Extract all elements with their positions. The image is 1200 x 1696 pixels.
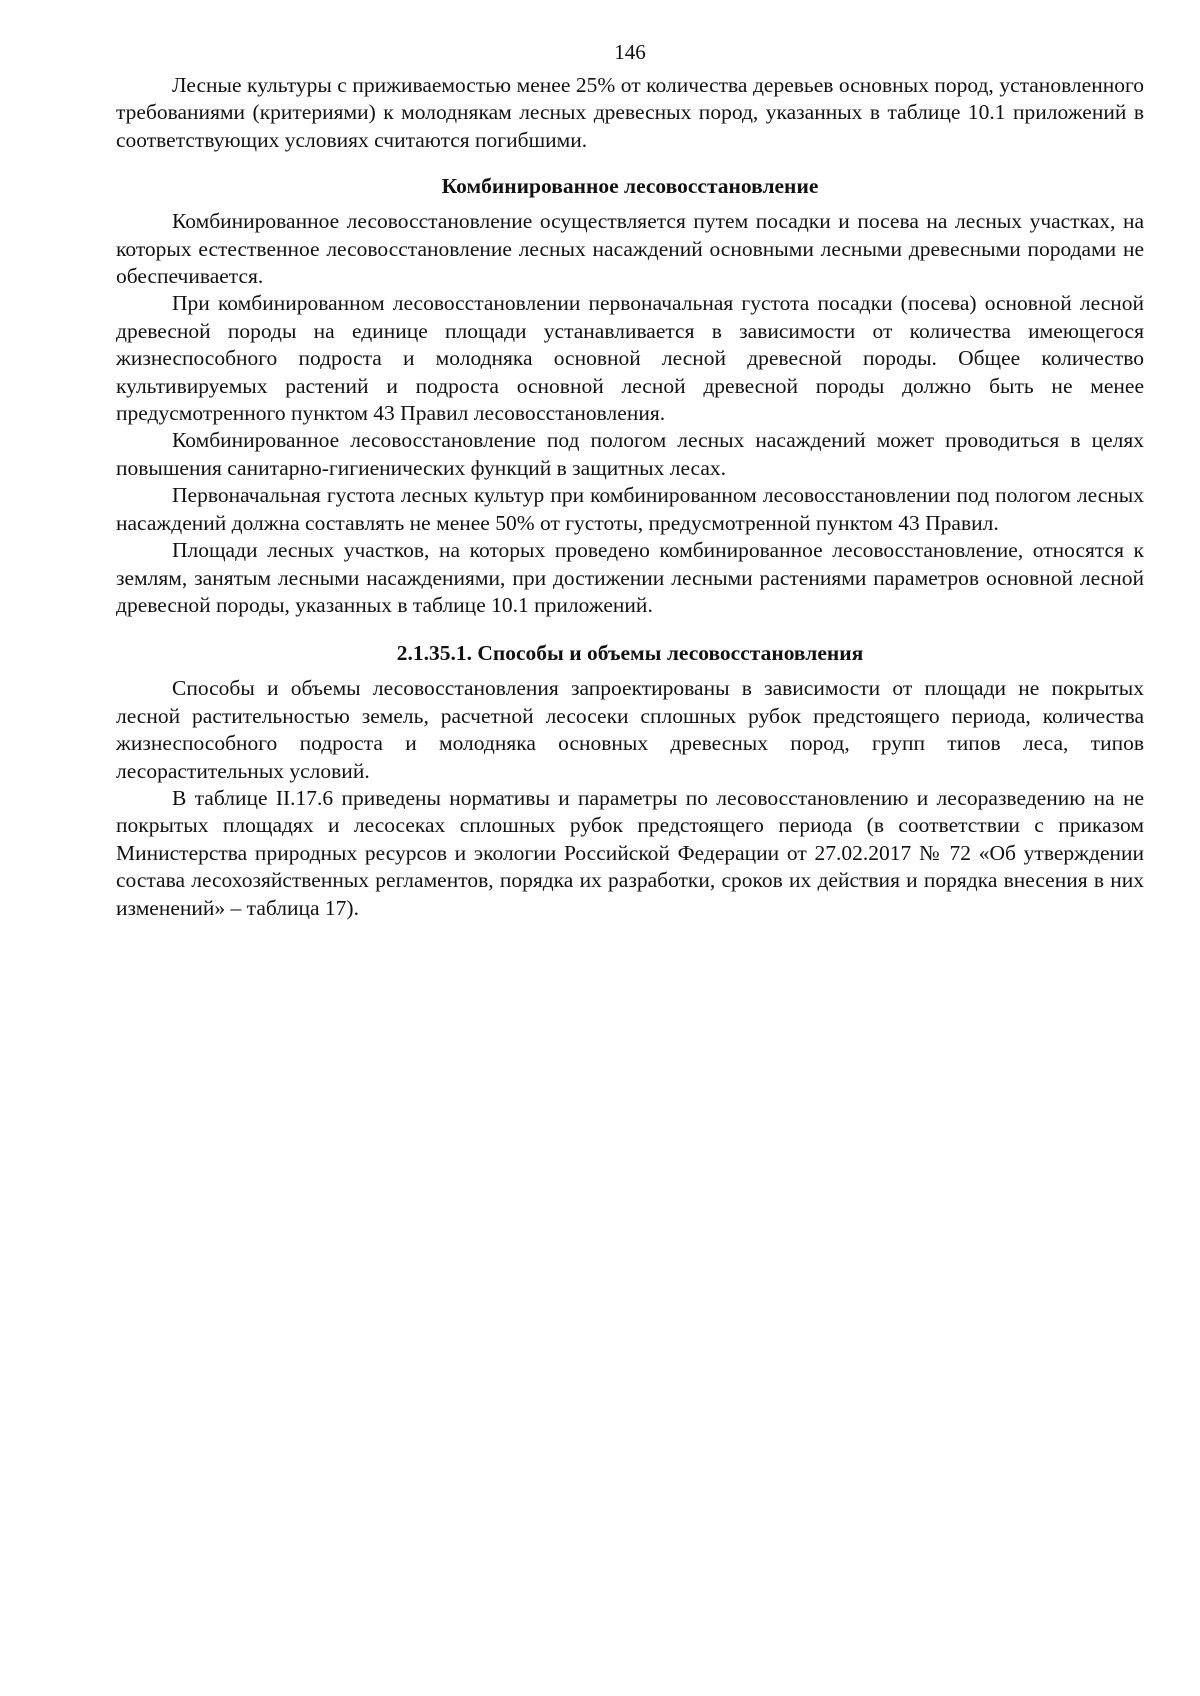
paragraph-survival-rate: Лесные культуры с приживаемостью менее 25% от количества деревьев основных пород, установленного требованиями (критериями) к молоднякам лесных древесных пород, указанных в таблице 10.1 приложений в соответствующих условиях считаются погибшими. (116, 73, 1144, 152)
paragraph-land-classification: Площади лесных участков, на которых проведено комбинированное лесовосстановление, относятся к землям, занятым лесными насаждениями, при достижении лесными растениями параметров основной лесной древесной породы, указанных в таблице 10.1 приложений. (116, 538, 1144, 617)
paragraph-under-canopy: Комбинированное лесовосстановление под пологом лесных насаждений может проводиться в целях повышения санитарно-гигиенических функций в защитных лесах. (116, 428, 1144, 480)
section-title-methods-volumes: 2.1.35.1. Способы и объемы лесовосстановления (396, 641, 864, 666)
document-page (116, 38, 1144, 922)
section-title-combined-reforestation: Комбинированное лесовосстановление (441, 174, 819, 199)
paragraph-methods-designed: Способы и объемы лесовосстановления запроектированы в зависимости от площади не покрытых лесной растительностью земель, расчетной лесосеки сплошных рубок предстоящего периода, количества жизнеспособного подроста и молодняка основных древесных пород, групп типов леса, типов лесорастительных условий. (116, 676, 1144, 783)
page-number: 146 (614, 40, 646, 64)
paragraph-combined-definition: Комбинированное лесовосстановление осуществляется путем посадки и посева на лесных участках, на которых естественное лесовосстановление лесных насаждений основными лесными древесными породами не обеспечивается. (116, 209, 1144, 289)
paragraph-table-reference: В таблице II.17.6 приведены нормативы и параметры по лесовосстановлению и лесоразведению на не покрытых площадях и лесосеках сплошных рубок предстоящего периода (в соответствии с приказом Министерства природных ресурсов и экологии Российской Федерации от 27.02.2017 № 72 «Об утверждении состава лесохозяйственных регламентов, порядка их разработки, сроков их действия и порядка внесения в них изменений» – таблица 17). (116, 785, 1144, 920)
paragraph-density-under-canopy: Первоначальная густота лесных культур при комбинированном лесовосстановлении под пологом лесных насаждений должна составлять не менее 50% от густоты, предусмотренной пунктом 43 Правил. (116, 483, 1144, 535)
paragraph-initial-density: При комбинированном лесовосстановлении первоначальная густота посадки (посева) основной лесной древесной породы на единице площади устанавливается в зависимости от количества имеющегося жизнеспособного подроста и молодняка основной лесной древесной породы. Общее количество культивируемых растений и подроста основной лесной древесной породы должно быть не менее предусмотренного пунктом 43 Правил лесовосстановления. (116, 291, 1144, 426)
